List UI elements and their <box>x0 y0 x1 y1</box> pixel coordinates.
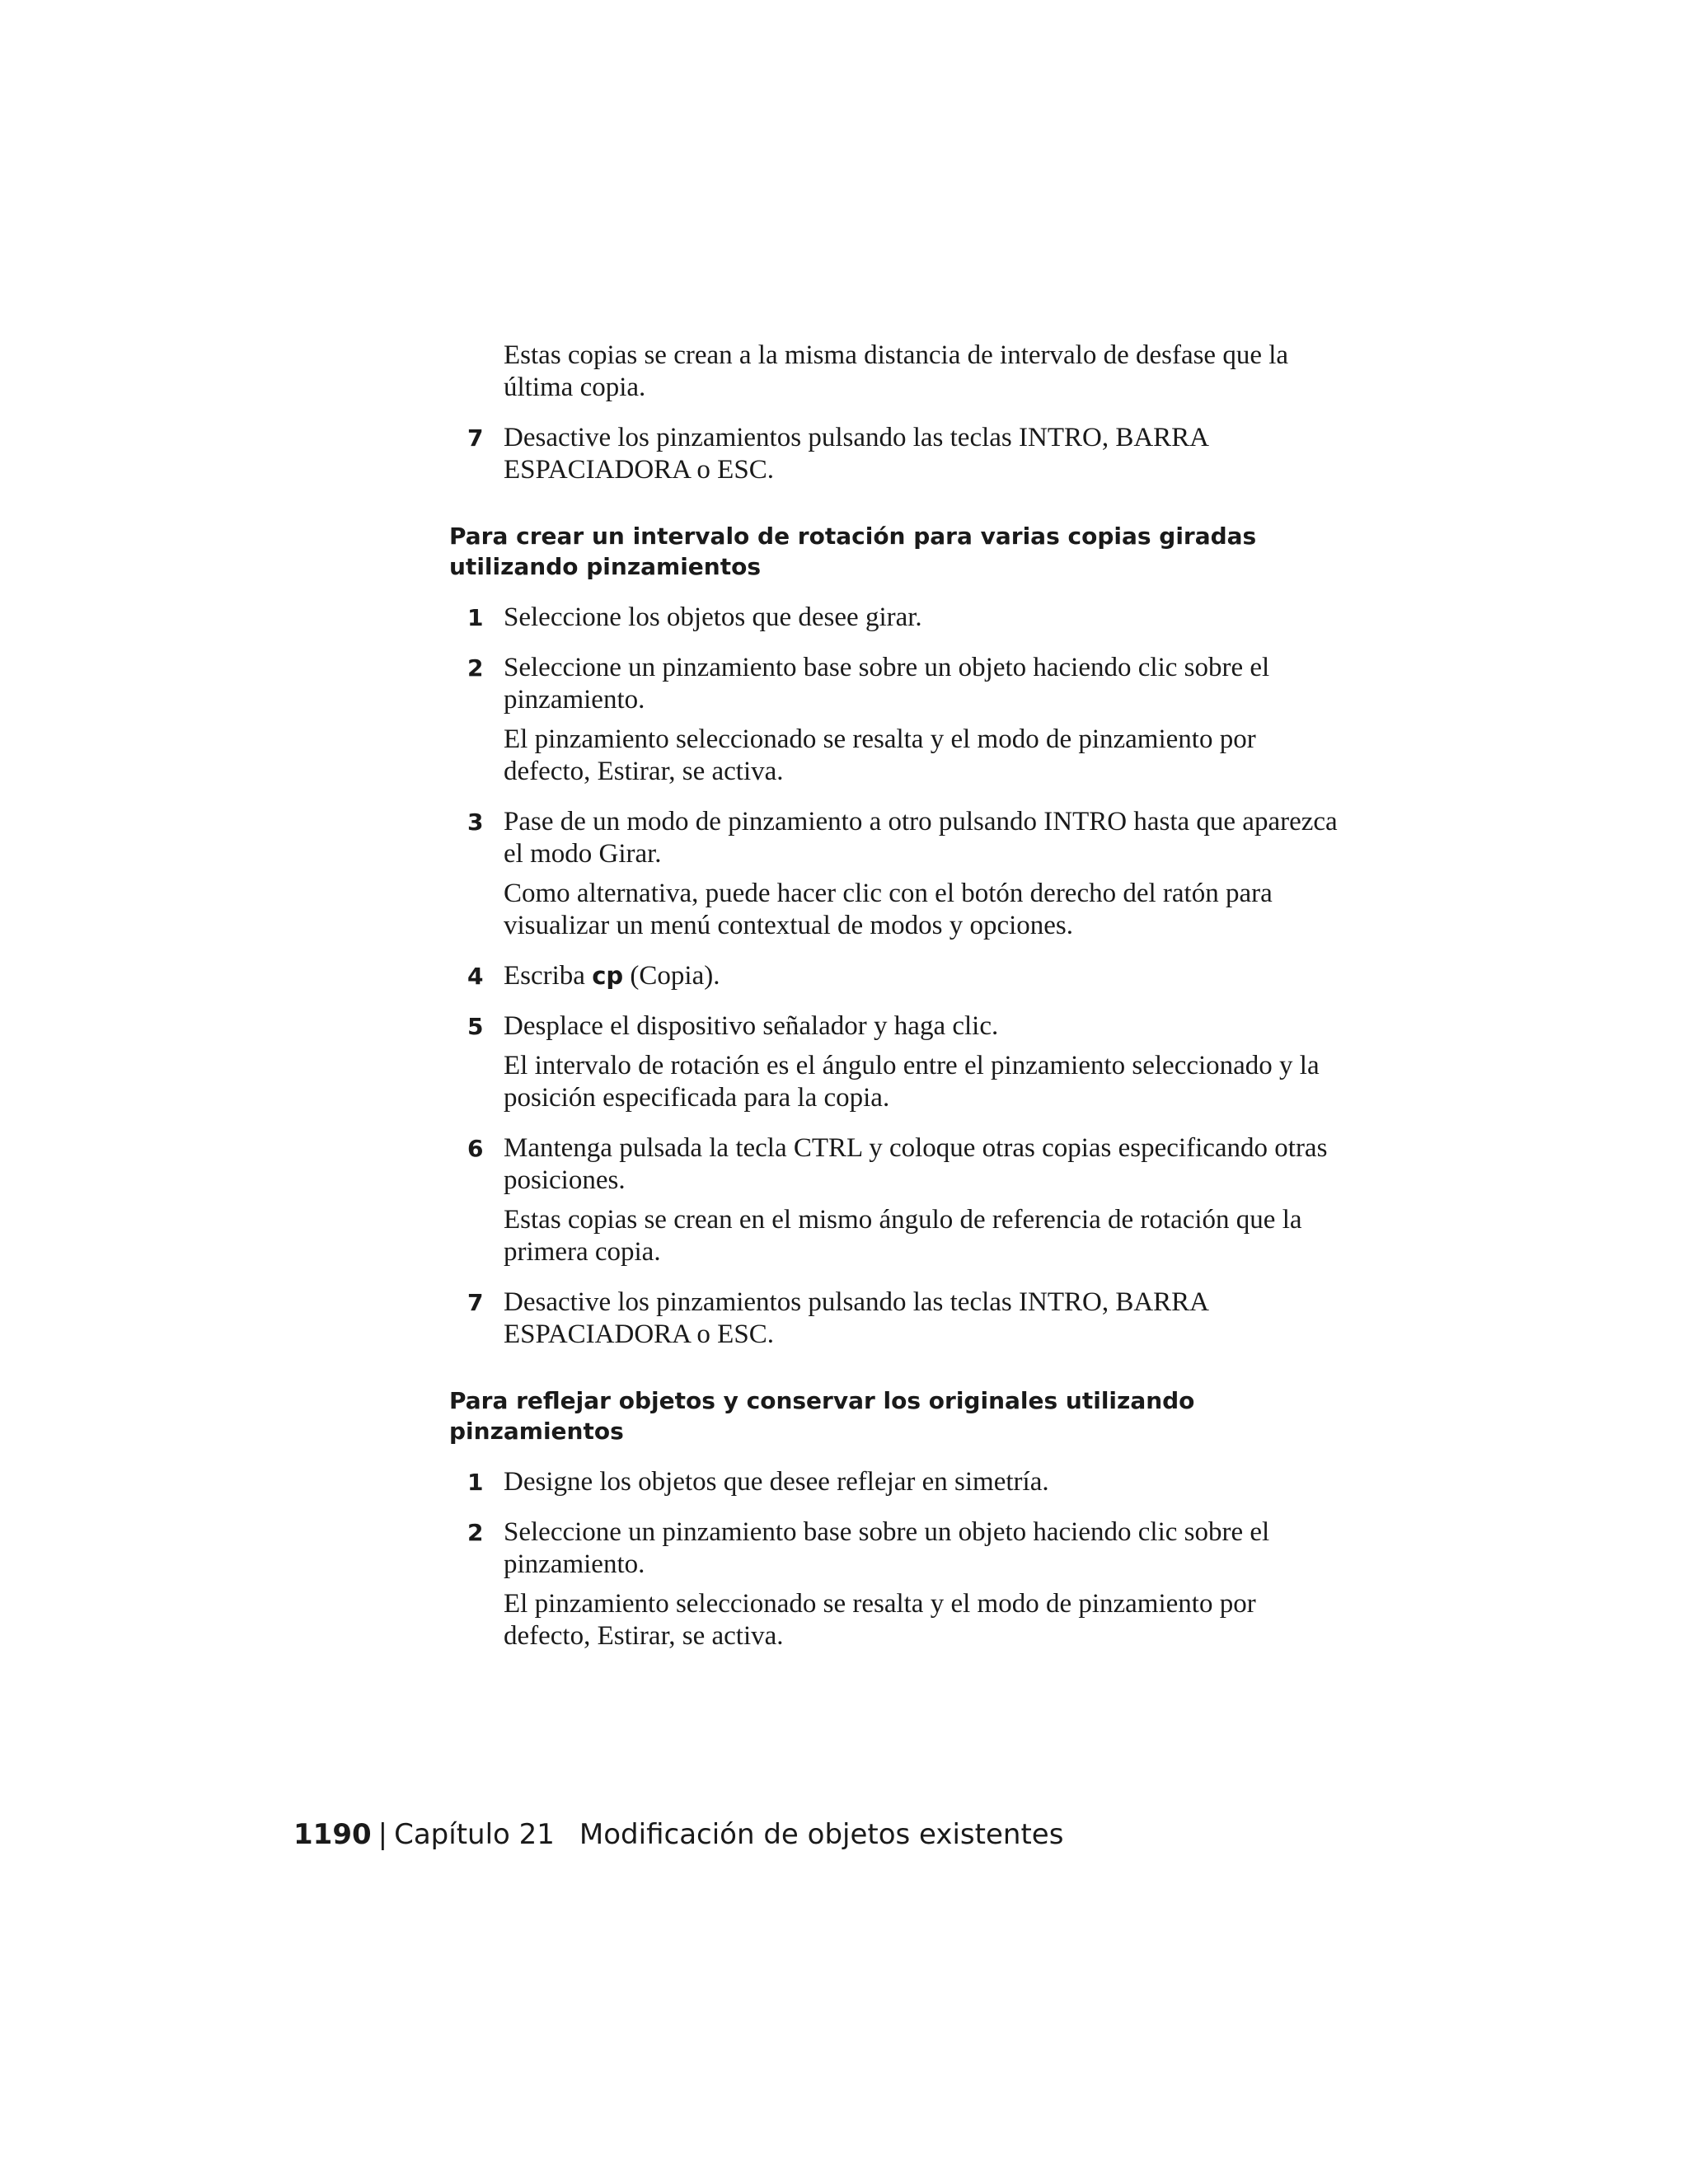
step-item <box>449 1516 1339 1652</box>
step-text: Seleccione un pinzamiento base sobre un objeto haciendo clic sobre el pinzamiento. <box>504 653 1270 715</box>
step-number: 7 <box>467 424 484 452</box>
step-item <box>449 1286 1339 1351</box>
step-note: Como alternativa, puede hacer clic con el botón derecho del ratón para visualizar un menú contextual de modos y opciones. <box>504 879 1273 940</box>
page-content <box>449 340 1339 1671</box>
step-note: El pinzamiento seleccionado se resalta y el modo de pinzamiento por defecto, Estirar, se activa. <box>504 1589 1256 1651</box>
step-number: 5 <box>467 1013 484 1040</box>
step-item <box>449 806 1339 942</box>
step-note: El intervalo de rotación es el ángulo entre el pinzamiento seleccionado y la posición especificada para la copia. <box>504 1051 1320 1113</box>
step-number: 4 <box>467 963 484 990</box>
step-number: 7 <box>467 1289 484 1316</box>
chapter-label: Capítulo 21 <box>394 1818 555 1851</box>
step-number: 3 <box>467 808 484 836</box>
step-text: Desactive los pinzamientos pulsando las teclas INTRO, BARRA ESPACIADORA o ESC. <box>504 1287 1208 1349</box>
command-keyword: cp <box>592 962 624 990</box>
step-item <box>449 602 1339 634</box>
step-number: 2 <box>467 654 484 682</box>
step-item <box>449 1466 1339 1498</box>
step-text-after: (Copia). <box>623 961 720 991</box>
page-number: 1190 <box>293 1818 372 1851</box>
step-note: Estas copias se crean en el mismo ángulo de referencia de rotación que la primera copia. <box>504 1205 1302 1267</box>
step-text-before: Escriba <box>504 961 593 991</box>
section-heading-rotate: Para crear un intervalo de rotación para varias copias giradas utilizando pinzamientos <box>449 523 1257 580</box>
step-text: Designe los objetos que desee reflejar en simetría. <box>504 1467 1049 1497</box>
step-item <box>449 652 1339 788</box>
step-number: 1 <box>467 1469 484 1496</box>
step-number: 2 <box>467 1519 484 1546</box>
continuation-note: Estas copias se crean a la misma distancia de intervalo de desfase que la última copia. <box>504 340 1289 402</box>
footer-separator: | <box>377 1818 388 1851</box>
step-item <box>449 1010 1339 1114</box>
step-note: El pinzamiento seleccionado se resalta y el modo de pinzamiento por defecto, Estirar, se activa. <box>504 724 1256 786</box>
step-text: Seleccione un pinzamiento base sobre un objeto haciendo clic sobre el pinzamiento. <box>504 1517 1270 1579</box>
step-item <box>449 1132 1339 1268</box>
step-number: 1 <box>467 604 484 631</box>
step-text: Seleccione los objetos que desee girar. <box>504 602 922 632</box>
step-number: 6 <box>467 1135 484 1162</box>
section-heading-mirror: Para reflejar objetos y conservar los originales utilizando pinzamientos <box>449 1387 1195 1445</box>
step-text: Pase de un modo de pinzamiento a otro pulsando INTRO hasta que aparezca el modo Girar. <box>504 807 1338 869</box>
step-text: Desplace el dispositivo señalador y haga clic. <box>504 1011 999 1041</box>
chapter-title: Modificación de objetos existentes <box>579 1818 1064 1851</box>
page-footer <box>293 1816 1063 1853</box>
step-text: Mantenga pulsada la tecla CTRL y coloque otras copias especificando otras posiciones. <box>504 1133 1328 1195</box>
step-text: Desactive los pinzamientos pulsando las teclas INTRO, BARRA ESPACIADORA o ESC. <box>504 423 1208 485</box>
step-item <box>449 960 1339 992</box>
step-item <box>449 422 1339 486</box>
step-text <box>504 960 1339 992</box>
